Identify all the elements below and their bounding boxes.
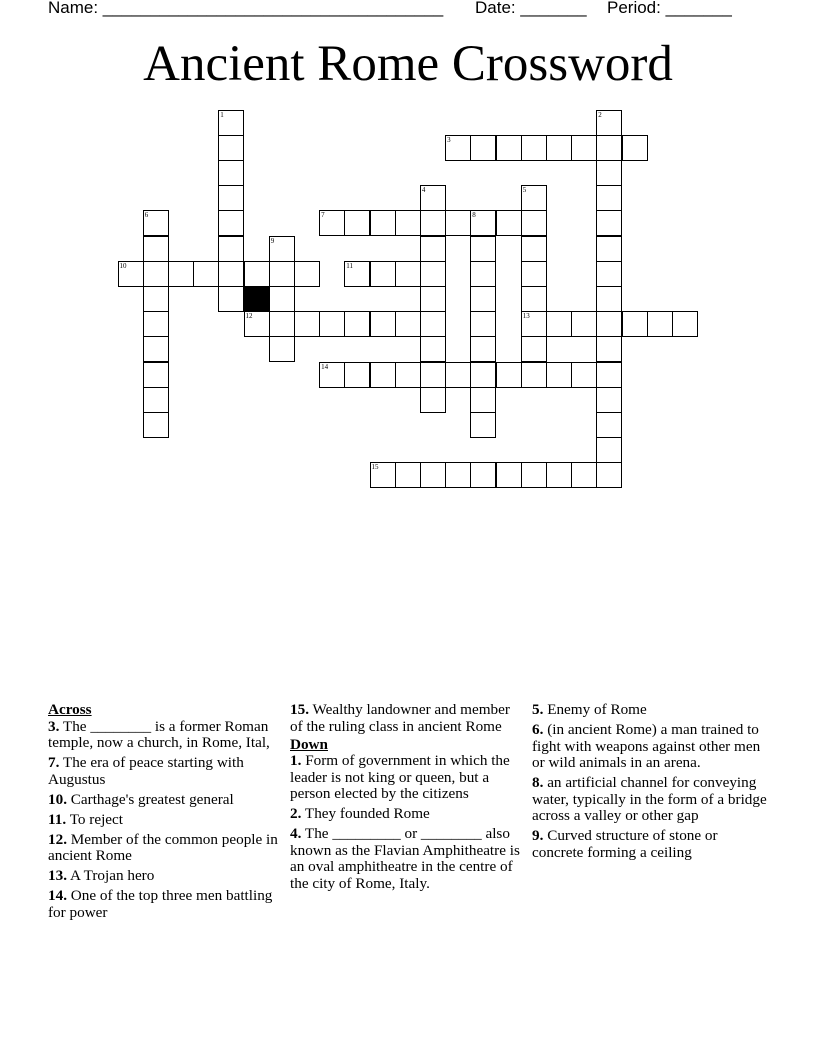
clue-down-1: 1. Form of government in which the leader is not king or queen, but a person elected by the citizens xyxy=(290,752,510,802)
grid-cell[interactable] xyxy=(596,286,622,312)
grid-cell[interactable] xyxy=(143,336,169,362)
grid-cell[interactable] xyxy=(319,210,345,236)
across-heading: Across xyxy=(48,701,92,718)
grid-cell[interactable] xyxy=(420,362,446,388)
grid-cell[interactable] xyxy=(244,261,270,287)
grid-cell[interactable] xyxy=(370,311,396,337)
grid-cell[interactable] xyxy=(319,311,345,337)
grid-cell[interactable] xyxy=(470,210,496,236)
grid-cell[interactable] xyxy=(420,462,446,488)
period-field[interactable]: Period: _______ xyxy=(607,0,732,17)
grid-cell[interactable] xyxy=(496,135,522,161)
grid-cell[interactable] xyxy=(218,210,244,236)
grid-cell[interactable] xyxy=(143,261,169,287)
clue-number: 12 xyxy=(245,312,253,321)
grid-cell[interactable] xyxy=(521,336,547,362)
grid-cell[interactable] xyxy=(370,210,396,236)
clue-number: 4 xyxy=(421,186,426,195)
grid-cell[interactable] xyxy=(344,261,370,287)
grid-cell[interactable] xyxy=(470,362,496,388)
grid-cell[interactable] xyxy=(470,236,496,262)
grid-cell[interactable] xyxy=(521,261,547,287)
grid-cell[interactable] xyxy=(294,261,320,287)
grid-cell[interactable] xyxy=(596,236,622,262)
grid-cell[interactable] xyxy=(344,362,370,388)
clue-number: 10 xyxy=(119,261,127,270)
clues-column-2 xyxy=(290,702,524,896)
grid-cell[interactable] xyxy=(571,311,597,337)
grid-cell[interactable] xyxy=(521,362,547,388)
grid-cell[interactable] xyxy=(521,236,547,262)
page-title: Ancient Rome Crossword xyxy=(143,36,673,92)
grid-cell[interactable] xyxy=(596,135,622,161)
down-heading: Down xyxy=(290,735,328,753)
clue-across-13: 13. A Trojan hero xyxy=(48,867,155,884)
grid-cell[interactable] xyxy=(294,311,320,337)
grid-cell[interactable] xyxy=(445,210,471,236)
clue-number: 6 xyxy=(144,211,149,220)
grid-cell[interactable] xyxy=(521,286,547,312)
grid-cell[interactable] xyxy=(143,236,169,262)
grid-cell[interactable] xyxy=(521,135,547,161)
clue-number: 11 xyxy=(346,261,354,270)
grid-cell[interactable] xyxy=(420,236,446,262)
grid-cell[interactable] xyxy=(269,286,295,312)
grid-cell[interactable] xyxy=(521,210,547,236)
clue-across-7: 7. The era of peace starting with Augustus xyxy=(48,754,244,788)
grid-cell[interactable] xyxy=(470,412,496,438)
grid-cell[interactable] xyxy=(395,210,421,236)
grid-cell[interactable] xyxy=(596,336,622,362)
grid-cell[interactable] xyxy=(470,311,496,337)
grid-cell[interactable] xyxy=(218,135,244,161)
grid-cell[interactable] xyxy=(269,336,295,362)
grid-cell[interactable] xyxy=(521,462,547,488)
grid-cell[interactable] xyxy=(269,311,295,337)
grid-cell[interactable] xyxy=(672,311,698,337)
grid-cell[interactable] xyxy=(546,311,572,337)
grid-cell[interactable] xyxy=(496,362,522,388)
grid-cell[interactable] xyxy=(420,311,446,337)
grid-cell[interactable] xyxy=(622,135,648,161)
grid-cell[interactable] xyxy=(319,362,345,388)
grid-cell[interactable] xyxy=(470,261,496,287)
grid-cell[interactable] xyxy=(470,286,496,312)
grid-cell[interactable] xyxy=(571,362,597,388)
grid-cell[interactable] xyxy=(521,311,547,337)
clue-down-2: 2. They founded Rome xyxy=(290,805,430,822)
grid-cell[interactable] xyxy=(647,311,673,337)
clue-across-10: 10. Carthage's greatest general xyxy=(48,790,234,808)
grid-cell[interactable] xyxy=(395,261,421,287)
grid-cell[interactable] xyxy=(420,336,446,362)
grid-cell[interactable] xyxy=(218,185,244,211)
clue-number: 8 xyxy=(472,211,476,220)
clue-across-15: 15. Wealthy landowner and member of the ruling class in ancient Rome xyxy=(290,701,510,735)
clue-number: 13 xyxy=(522,312,530,321)
grid-cell[interactable] xyxy=(118,261,144,287)
clue-number: 9 xyxy=(270,236,275,245)
grid-cell[interactable] xyxy=(420,210,446,236)
grid-cell[interactable] xyxy=(596,387,622,413)
grid-cell[interactable] xyxy=(244,311,270,337)
clue-across-3: 3. The ________ is a former Roman temple, now a church, in Rome, Ital, xyxy=(48,717,270,751)
grid-cell[interactable] xyxy=(496,462,522,488)
grid-cell[interactable] xyxy=(596,462,622,488)
grid-cell[interactable] xyxy=(596,362,622,388)
grid-cell[interactable] xyxy=(546,362,572,388)
clue-number: 7 xyxy=(321,211,325,220)
grid-cell[interactable] xyxy=(344,311,370,337)
clue-number: 5 xyxy=(522,186,527,195)
grid-cell[interactable] xyxy=(193,261,219,287)
grid-cell[interactable] xyxy=(395,362,421,388)
grid-cell[interactable] xyxy=(218,160,244,186)
grid-cell[interactable] xyxy=(546,135,572,161)
grid-cell[interactable] xyxy=(596,261,622,287)
grid-block xyxy=(244,286,270,312)
grid-cell[interactable] xyxy=(395,311,421,337)
grid-cell[interactable] xyxy=(596,110,622,136)
grid-cell[interactable] xyxy=(395,462,421,488)
grid-cell[interactable] xyxy=(571,135,597,161)
grid-cell[interactable] xyxy=(143,311,169,337)
grid-cell[interactable] xyxy=(470,135,496,161)
grid-cell[interactable] xyxy=(445,462,471,488)
grid-cell[interactable] xyxy=(269,236,295,262)
grid-cell[interactable] xyxy=(218,261,244,287)
grid-cell[interactable] xyxy=(596,185,622,211)
grid-cell[interactable] xyxy=(470,336,496,362)
clue-number: 1 xyxy=(220,110,224,119)
grid-cell[interactable] xyxy=(420,261,446,287)
grid-cell[interactable] xyxy=(143,387,169,413)
clue-down-5: 5. Enemy of Rome xyxy=(532,701,647,718)
clue-across-11: 11. To reject xyxy=(48,810,124,828)
grid-cell[interactable] xyxy=(420,387,446,413)
grid-cell[interactable] xyxy=(596,210,622,236)
grid-cell[interactable] xyxy=(521,185,547,211)
grid-cell[interactable] xyxy=(546,462,572,488)
clue-down-8: 8. an artificial channel for conveying water, typically in the form of a bridge across a valley or other gap xyxy=(532,774,767,824)
clue-number: 15 xyxy=(371,463,379,472)
clue-number: 2 xyxy=(598,110,602,119)
grid-cell[interactable] xyxy=(420,286,446,312)
grid-cell[interactable] xyxy=(596,160,622,186)
clue-across-14: 14. One of the top three men battling for power xyxy=(48,887,273,921)
grid-cell[interactable] xyxy=(370,261,396,287)
clue-number: 14 xyxy=(321,362,329,371)
grid-cell[interactable] xyxy=(344,210,370,236)
grid-cell[interactable] xyxy=(470,462,496,488)
grid-cell[interactable] xyxy=(596,412,622,438)
grid-cell[interactable] xyxy=(596,311,622,337)
clue-across-12: 12. Member of the common people in ancient Rome xyxy=(48,830,278,864)
grid-cell[interactable] xyxy=(143,412,169,438)
grid-cell[interactable] xyxy=(596,437,622,463)
grid-cell[interactable] xyxy=(218,236,244,262)
grid-cell[interactable] xyxy=(218,286,244,312)
grid-cell[interactable] xyxy=(269,261,295,287)
grid-cell[interactable] xyxy=(370,462,396,488)
grid-cell[interactable] xyxy=(470,387,496,413)
grid-cell[interactable] xyxy=(143,210,169,236)
clue-down-6: 6. (in ancient Rome) a man trained to fight with weapons against other men or wild animals in an arena. xyxy=(532,721,761,771)
grid-cell[interactable] xyxy=(143,286,169,312)
name-field[interactable]: Name: ____________________________________ xyxy=(48,0,444,17)
grid-cell[interactable] xyxy=(168,261,194,287)
clue-down-4: 4. The _________ or ________ also known as the Flavian Amphitheatre is an oval amphitheatre in the centre of the city of Rome, Italy. xyxy=(290,825,520,892)
date-field[interactable]: Date: _______ xyxy=(475,0,587,17)
clue-down-9: 9. Curved structure of stone or concrete forming a ceiling xyxy=(532,827,718,861)
grid-cell[interactable] xyxy=(420,185,446,211)
clues-column-1 xyxy=(48,702,280,925)
grid-cell[interactable] xyxy=(496,210,522,236)
grid-cell[interactable] xyxy=(218,110,244,136)
grid-cell[interactable] xyxy=(445,135,471,161)
grid-cell[interactable] xyxy=(622,311,648,337)
clues-column-3 xyxy=(532,702,768,865)
grid-cell[interactable] xyxy=(143,362,169,388)
grid-cell[interactable] xyxy=(571,462,597,488)
grid-cell[interactable] xyxy=(445,362,471,388)
grid-cell[interactable] xyxy=(370,362,396,388)
clue-number: 3 xyxy=(447,135,451,144)
